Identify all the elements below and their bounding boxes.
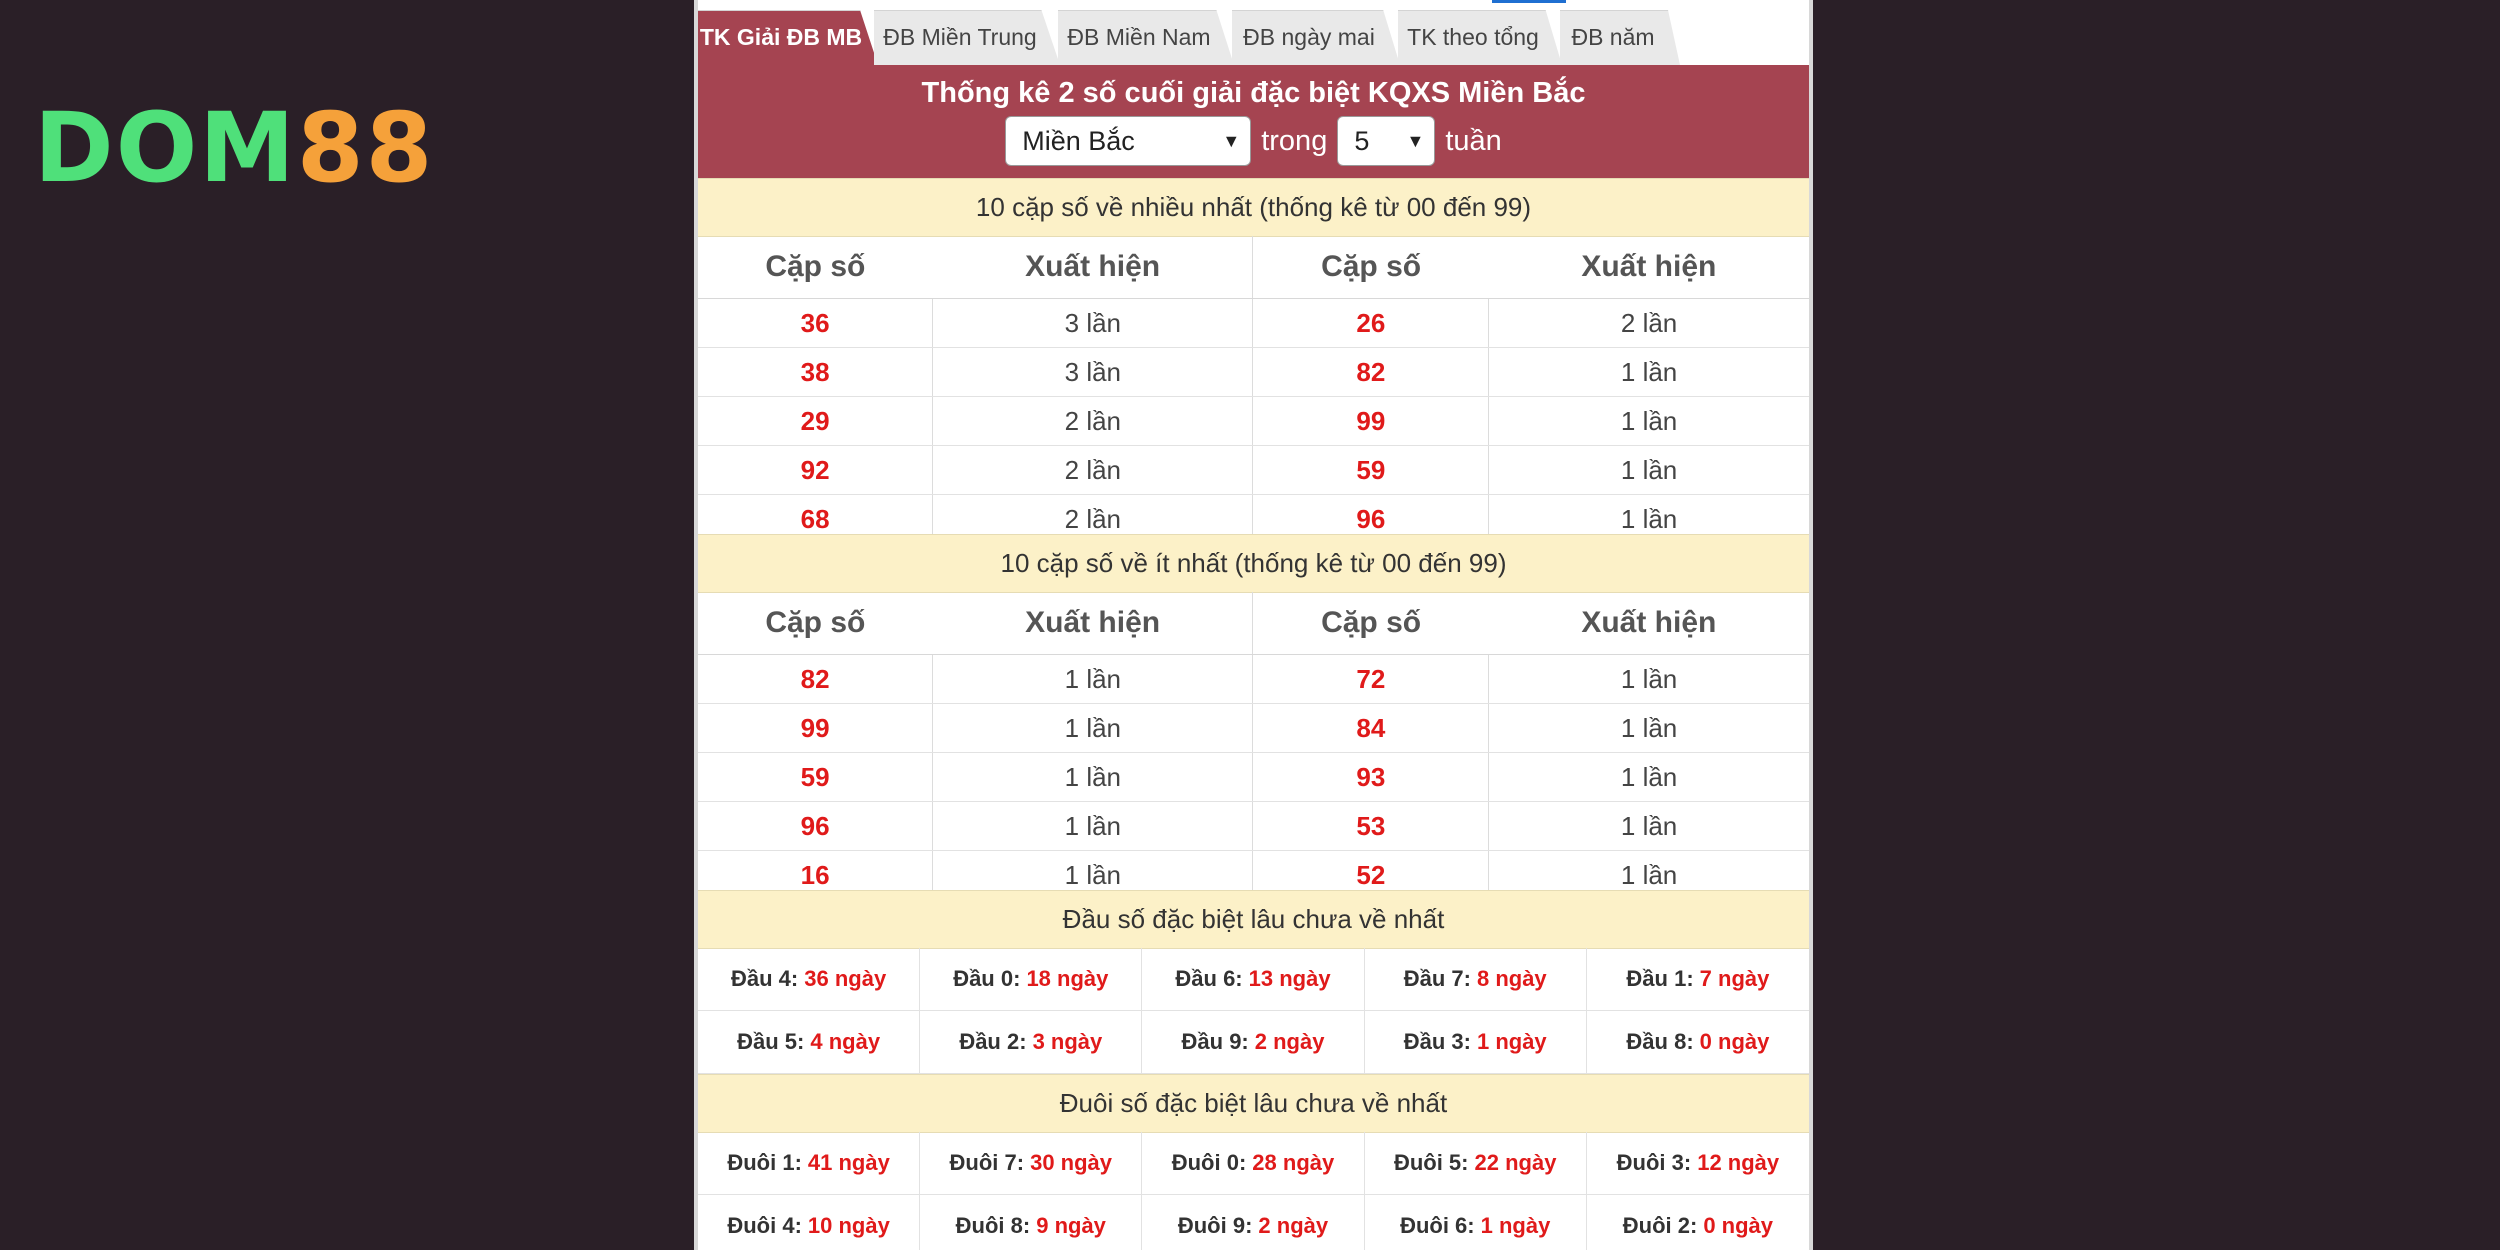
stats-header xyxy=(698,66,1809,178)
table-header-row xyxy=(698,236,1809,299)
tail-days: 12 ngày xyxy=(1697,1150,1780,1175)
tail-label: Đuôi 9: xyxy=(1177,1213,1253,1238)
statistics-panel xyxy=(694,0,1813,1250)
head-label: Đầu 7: xyxy=(1403,966,1471,991)
tail-days: 2 ngày xyxy=(1258,1213,1329,1238)
tail-stat xyxy=(1365,1132,1587,1195)
label-tuan: tuần xyxy=(1445,124,1502,157)
pair-number: 26 xyxy=(1253,299,1489,348)
tail-stat xyxy=(920,1195,1142,1250)
tail-stat xyxy=(1142,1132,1364,1195)
table-row xyxy=(698,348,1809,397)
occurrence-count: 1 lần xyxy=(933,704,1253,753)
tail-stat xyxy=(1365,1195,1587,1250)
pair-number: 29 xyxy=(698,397,933,446)
pair-number: 59 xyxy=(698,753,933,802)
occurrence-count: 1 lần xyxy=(933,655,1253,704)
head-stat xyxy=(920,1011,1142,1074)
region-select-value: Miền Bắc xyxy=(1022,125,1135,156)
occurrence-count: 1 lần xyxy=(1489,397,1809,446)
tail-stat xyxy=(1587,1132,1809,1195)
pair-number: 72 xyxy=(1253,655,1489,704)
tail-stat xyxy=(1142,1195,1364,1250)
occurrence-count: 2 lần xyxy=(933,446,1253,495)
pair-number: 59 xyxy=(1253,446,1489,495)
tail-days: 28 ngày xyxy=(1252,1150,1335,1175)
head-stat xyxy=(1587,1011,1809,1074)
occurrence-count: 2 lần xyxy=(933,397,1253,446)
tail-label: Đuôi 2: xyxy=(1622,1213,1698,1238)
head-days: 2 ngày xyxy=(1254,1029,1325,1054)
column-header: Cặp số xyxy=(1253,592,1489,655)
tail-stat xyxy=(698,1195,920,1250)
dom88-logo xyxy=(34,92,435,204)
column-header: Cặp số xyxy=(698,236,933,299)
tail-label: Đuôi 5: xyxy=(1393,1150,1469,1175)
label-trong: trong xyxy=(1261,124,1328,157)
column-header: Cặp số xyxy=(1253,236,1489,299)
weeks-select-value: 5 xyxy=(1354,125,1370,156)
region-select[interactable] xyxy=(1005,116,1251,166)
tab-db-ngay-mai[interactable] xyxy=(1232,10,1400,65)
tab-db-mien-trung[interactable] xyxy=(874,10,1060,65)
tail-days: 10 ngày xyxy=(807,1213,890,1238)
head-label: Đầu 0: xyxy=(953,966,1021,991)
occurrence-count: 1 lần xyxy=(933,802,1253,851)
pair-number: 82 xyxy=(1253,348,1489,397)
column-header: Xuất hiện xyxy=(1489,592,1809,655)
pair-number: 38 xyxy=(698,348,933,397)
occurrence-count: 1 lần xyxy=(933,851,1253,900)
tail-label: Đuôi 0: xyxy=(1171,1150,1247,1175)
head-label: Đầu 4: xyxy=(731,966,799,991)
pair-number: 96 xyxy=(698,802,933,851)
pair-number: 82 xyxy=(698,655,933,704)
head-days: 18 ngày xyxy=(1026,966,1109,991)
head-stat xyxy=(1587,948,1809,1011)
head-days: 4 ngày xyxy=(810,1029,881,1054)
tail-stat xyxy=(920,1132,1142,1195)
head-label: Đầu 1: xyxy=(1626,966,1694,991)
pair-number: 99 xyxy=(1253,397,1489,446)
pair-number: 68 xyxy=(698,495,933,544)
tab-label: ĐB Miền Trung xyxy=(883,24,1037,50)
tab-label: TK Giải ĐB MB xyxy=(699,24,863,50)
heads-grid xyxy=(698,948,1809,1074)
pair-number: 92 xyxy=(698,446,933,495)
occurrence-count: 3 lần xyxy=(933,348,1253,397)
section-heading-heads: Đầu số đặc biệt lâu chưa về nhất xyxy=(698,890,1809,949)
tail-stat xyxy=(1587,1195,1809,1250)
column-header: Xuất hiện xyxy=(1489,236,1809,299)
head-label: Đầu 8: xyxy=(1626,1029,1694,1054)
head-days: 1 ngày xyxy=(1476,1029,1547,1054)
column-header: Xuất hiện xyxy=(933,236,1253,299)
occurrence-count: 3 lần xyxy=(933,299,1253,348)
tab-db-nam[interactable] xyxy=(1560,10,1680,65)
column-header: Cặp số xyxy=(698,592,933,655)
section-heading-tails: Đuôi số đặc biệt lâu chưa về nhất xyxy=(698,1074,1809,1133)
head-days: 0 ngày xyxy=(1699,1029,1770,1054)
tail-label: Đuôi 4: xyxy=(727,1213,802,1238)
occurrence-count: 2 lần xyxy=(1489,299,1809,348)
tail-label: Đuôi 6: xyxy=(1400,1213,1475,1238)
tails-grid xyxy=(698,1132,1809,1250)
pair-number: 52 xyxy=(1253,851,1489,900)
column-header: Xuất hiện xyxy=(933,592,1253,655)
head-stat xyxy=(1142,1011,1364,1074)
tail-stat xyxy=(698,1132,920,1195)
tail-days: 1 ngày xyxy=(1480,1213,1551,1238)
logo-part-88: 88 xyxy=(296,92,435,204)
tab-bar xyxy=(698,10,1809,67)
tab-tk-theo-tong[interactable] xyxy=(1398,10,1562,65)
tail-days: 22 ngày xyxy=(1474,1150,1557,1175)
occurrence-count: 1 lần xyxy=(1489,348,1809,397)
pair-number: 96 xyxy=(1253,495,1489,544)
table-row xyxy=(698,299,1809,348)
section-heading-most: 10 cặp số về nhiều nhất (thống kê từ 00 đến 99) xyxy=(698,178,1809,237)
table-row xyxy=(698,446,1809,495)
occurrence-count: 1 lần xyxy=(1489,802,1809,851)
tail-label: Đuôi 7: xyxy=(949,1150,1025,1175)
occurrence-count: 1 lần xyxy=(1489,753,1809,802)
head-label: Đầu 5: xyxy=(737,1029,805,1054)
tab-db-mien-nam[interactable] xyxy=(1058,10,1234,65)
head-label: Đầu 2: xyxy=(959,1029,1027,1054)
table-row xyxy=(698,655,1809,704)
head-stat xyxy=(698,948,920,1011)
head-stat xyxy=(920,948,1142,1011)
occurrence-count: 1 lần xyxy=(1489,446,1809,495)
logo-part-dom: DOM xyxy=(34,92,297,204)
table-row xyxy=(698,704,1809,753)
table-header-row xyxy=(698,592,1809,655)
head-stat xyxy=(1365,948,1587,1011)
tail-days: 41 ngày xyxy=(807,1150,890,1175)
tail-label: Đuôi 8: xyxy=(955,1213,1031,1238)
occurrence-count: 1 lần xyxy=(1489,495,1809,544)
least-frequent-table xyxy=(698,592,1809,900)
tab-label: ĐB ngày mai xyxy=(1243,24,1375,50)
head-label: Đầu 9: xyxy=(1181,1029,1249,1054)
head-label: Đầu 6: xyxy=(1175,966,1243,991)
table-row xyxy=(698,753,1809,802)
pair-number: 16 xyxy=(698,851,933,900)
tail-days: 30 ngày xyxy=(1030,1150,1113,1175)
chevron-down-icon: ▼ xyxy=(1222,130,1241,151)
most-frequent-table xyxy=(698,236,1809,544)
occurrence-count: 1 lần xyxy=(1489,704,1809,753)
occurrence-count: 1 lần xyxy=(933,753,1253,802)
tail-days: 9 ngày xyxy=(1036,1213,1106,1238)
occurrence-count: 2 lần xyxy=(933,495,1253,544)
filter-controls xyxy=(698,116,1809,166)
tail-label: Đuôi 3: xyxy=(1616,1150,1692,1175)
pair-number: 53 xyxy=(1253,802,1489,851)
head-days: 3 ngày xyxy=(1032,1029,1103,1054)
tab-label: TK theo tổng xyxy=(1407,24,1539,50)
pair-number: 93 xyxy=(1253,753,1489,802)
pair-number: 84 xyxy=(1253,704,1489,753)
tab-label: ĐB năm xyxy=(1571,24,1655,50)
tab-tk-giai-db-mb[interactable] xyxy=(698,10,878,65)
pair-number: 36 xyxy=(698,299,933,348)
head-days: 36 ngày xyxy=(804,966,887,991)
tail-label: Đuôi 1: xyxy=(727,1150,802,1175)
tab-label: ĐB Miền Nam xyxy=(1067,24,1211,50)
page-title: Thống kê 2 số cuối giải đặc biệt KQXS Miền Bắc xyxy=(921,77,1586,109)
weeks-select[interactable] xyxy=(1337,116,1435,166)
head-stat xyxy=(698,1011,920,1074)
table-row xyxy=(698,802,1809,851)
tail-days: 0 ngày xyxy=(1703,1213,1774,1238)
head-days: 8 ngày xyxy=(1476,966,1547,991)
pair-number: 99 xyxy=(698,704,933,753)
head-days: 7 ngày xyxy=(1699,966,1770,991)
head-stat xyxy=(1142,948,1364,1011)
head-label: Đầu 3: xyxy=(1403,1029,1471,1054)
chevron-down-icon: ▼ xyxy=(1406,130,1425,151)
occurrence-count: 1 lần xyxy=(1489,851,1809,900)
table-row xyxy=(698,397,1809,446)
head-stat xyxy=(1365,1011,1587,1074)
occurrence-count: 1 lần xyxy=(1489,655,1809,704)
section-heading-least: 10 cặp số về ít nhất (thống kê từ 00 đến 99) xyxy=(698,534,1809,593)
head-days: 13 ngày xyxy=(1248,966,1331,991)
top-accent-line xyxy=(1492,0,1566,3)
